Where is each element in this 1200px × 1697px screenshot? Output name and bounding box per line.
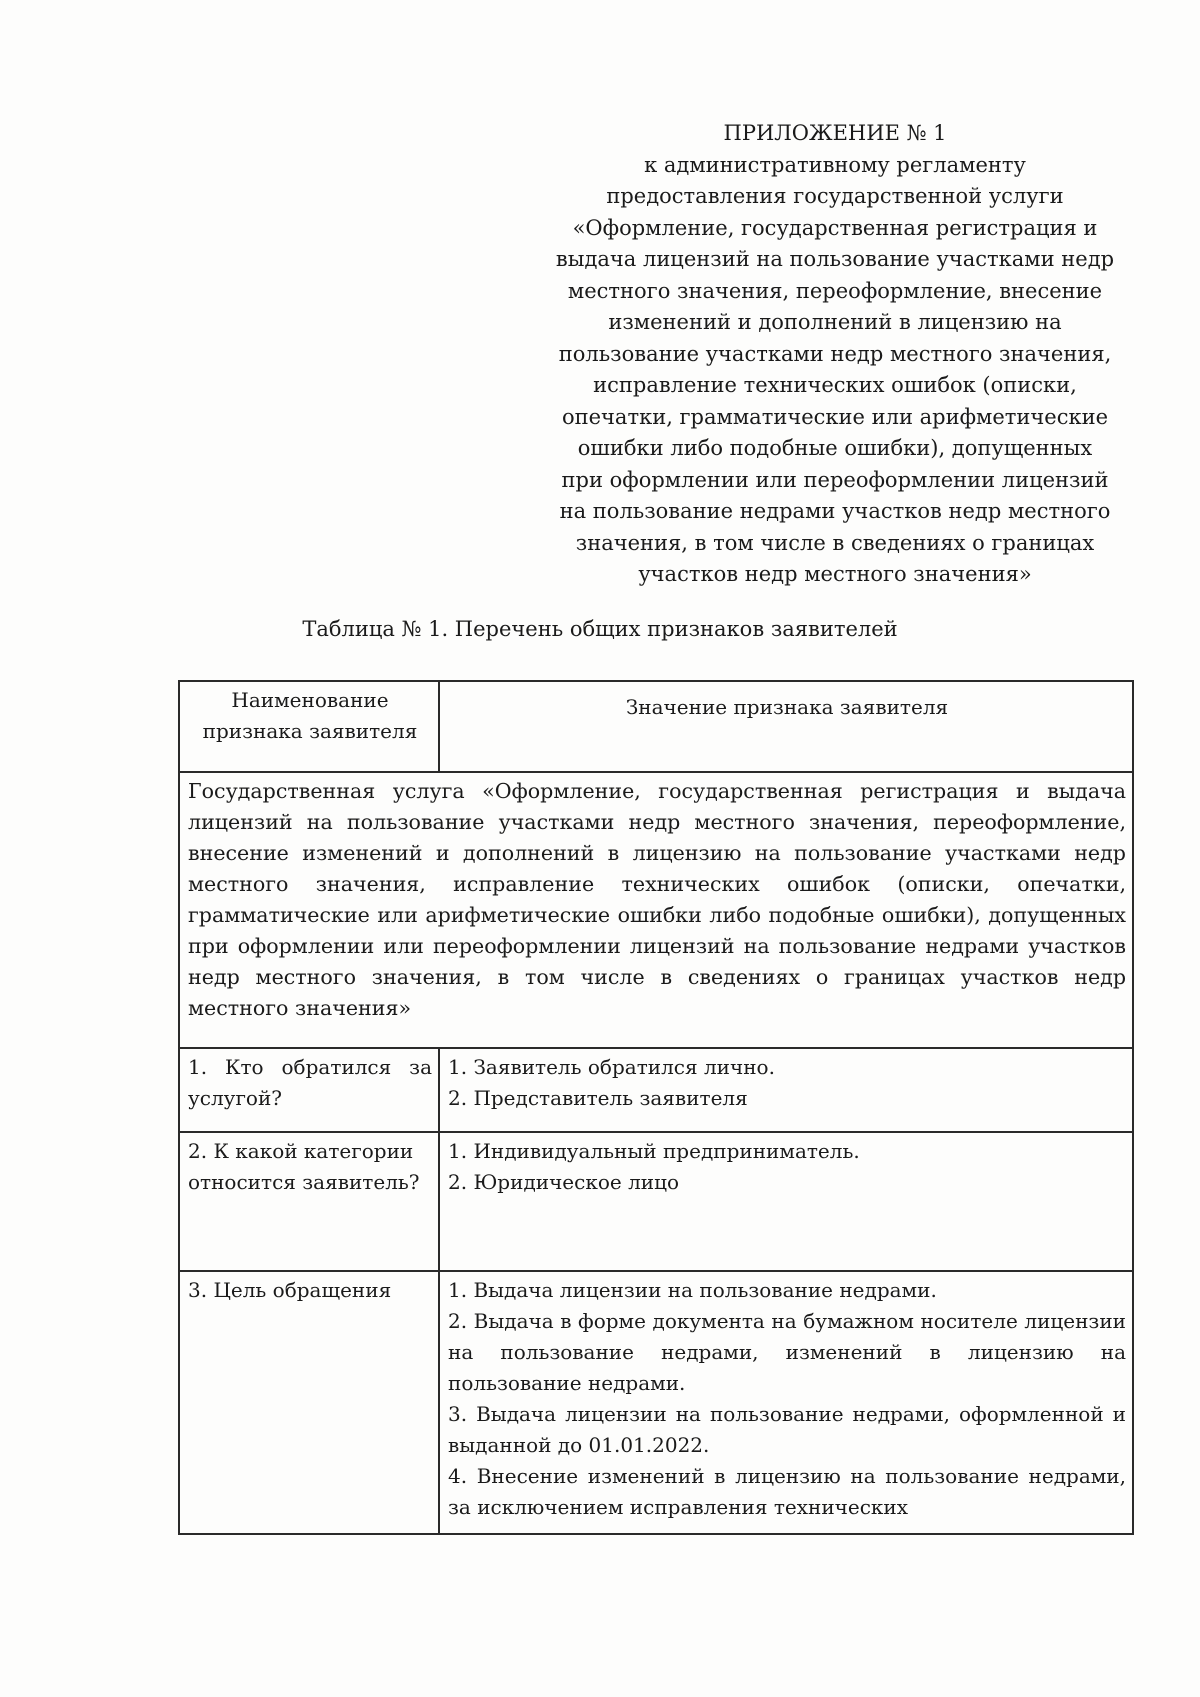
appendix-line: «Оформление, государственная регистрация и <box>572 215 1098 240</box>
row-option: 2. Выдача в форме документа на бумажном носителе лицензии на пользование недрами, изменений в лицензию на пользование недрами. <box>448 1309 1126 1395</box>
table-row <box>179 1271 1133 1534</box>
table-row <box>179 1132 1133 1271</box>
appendix-block <box>545 118 1125 591</box>
appendix-line: местного значения, переоформление, внесение <box>567 278 1103 303</box>
table-row <box>179 1048 1133 1132</box>
row-option: 4. Внесение изменений в лицензию на пользование недрами, за исключением исправления технических <box>448 1464 1126 1519</box>
appendix-line: на пользование недрами участков недр местного <box>559 499 1111 523</box>
header-feature-name: Наименование признака заявителя <box>179 681 439 772</box>
row-option: 1. Индивидуальный предприниматель. <box>448 1139 860 1163</box>
header-feature-value: Значение признака заявителя <box>439 681 1133 772</box>
appendix-line: предоставления государственной услуги <box>606 184 1064 208</box>
appendix-line: исправление технических ошибок (описки, <box>593 373 1077 397</box>
row-option: 2. Представитель заявителя <box>448 1086 748 1110</box>
applicant-features-table <box>178 680 1134 1535</box>
service-description-row <box>179 772 1133 1048</box>
row-question: 1. Кто обратился за услугой? <box>179 1048 439 1132</box>
row-option: 1. Выдача лицензии на пользование недрами. <box>448 1278 937 1302</box>
appendix-line: ошибки либо подобные ошибки), допущенных <box>577 436 1093 460</box>
appendix-line: участков недр местного значения» <box>638 562 1032 586</box>
table-title: Таблица № 1. Перечень общих признаков заявителей <box>302 617 898 641</box>
row-option: 1. Заявитель обратился лично. <box>448 1055 775 1079</box>
appendix-line: пользование участками недр местного значения, <box>558 341 1112 366</box>
row-options <box>439 1271 1133 1534</box>
table-header-row <box>179 681 1133 772</box>
appendix-line: к административному регламенту <box>644 152 1026 177</box>
appendix-line: изменений и дополнений в лицензию на <box>608 310 1062 334</box>
appendix-line: при оформлении или переоформлении лицензий <box>561 467 1109 492</box>
appendix-line: выдача лицензий на пользование участками недр <box>555 247 1115 271</box>
row-options <box>439 1132 1133 1271</box>
appendix-line: опечатки, грамматические или арифметические <box>561 404 1109 429</box>
row-option: 3. Выдача лицензии на пользование недрами, оформленной и выданной до 01.01.2022. <box>448 1402 1126 1457</box>
row-question: 2. К какой категории относится заявитель? <box>179 1132 439 1271</box>
row-question: 3. Цель обращения <box>179 1271 439 1534</box>
service-description: Государственная услуга «Оформление, государственная регистрация и выдача лицензий на пользование участками недр местного значения, переоформление, внесение изменений и дополнений в лицензию на пользование участками недр местного значения, исправление технических ошибок (описки, опечатки, грамматические или арифметические ошибки либо подобные ошибки), допущенных при оформлении или переоформлении лицензий на пользование недрами участков недр местного значения, в том числе в сведениях о границах участков недр местного значения» <box>179 772 1133 1048</box>
appendix-line: значения, в том числе в сведениях о границах <box>575 530 1095 555</box>
appendix-heading: ПРИЛОЖЕНИЕ № 1 <box>723 121 947 145</box>
row-options <box>439 1048 1133 1132</box>
row-option: 2. Юридическое лицо <box>448 1170 680 1194</box>
